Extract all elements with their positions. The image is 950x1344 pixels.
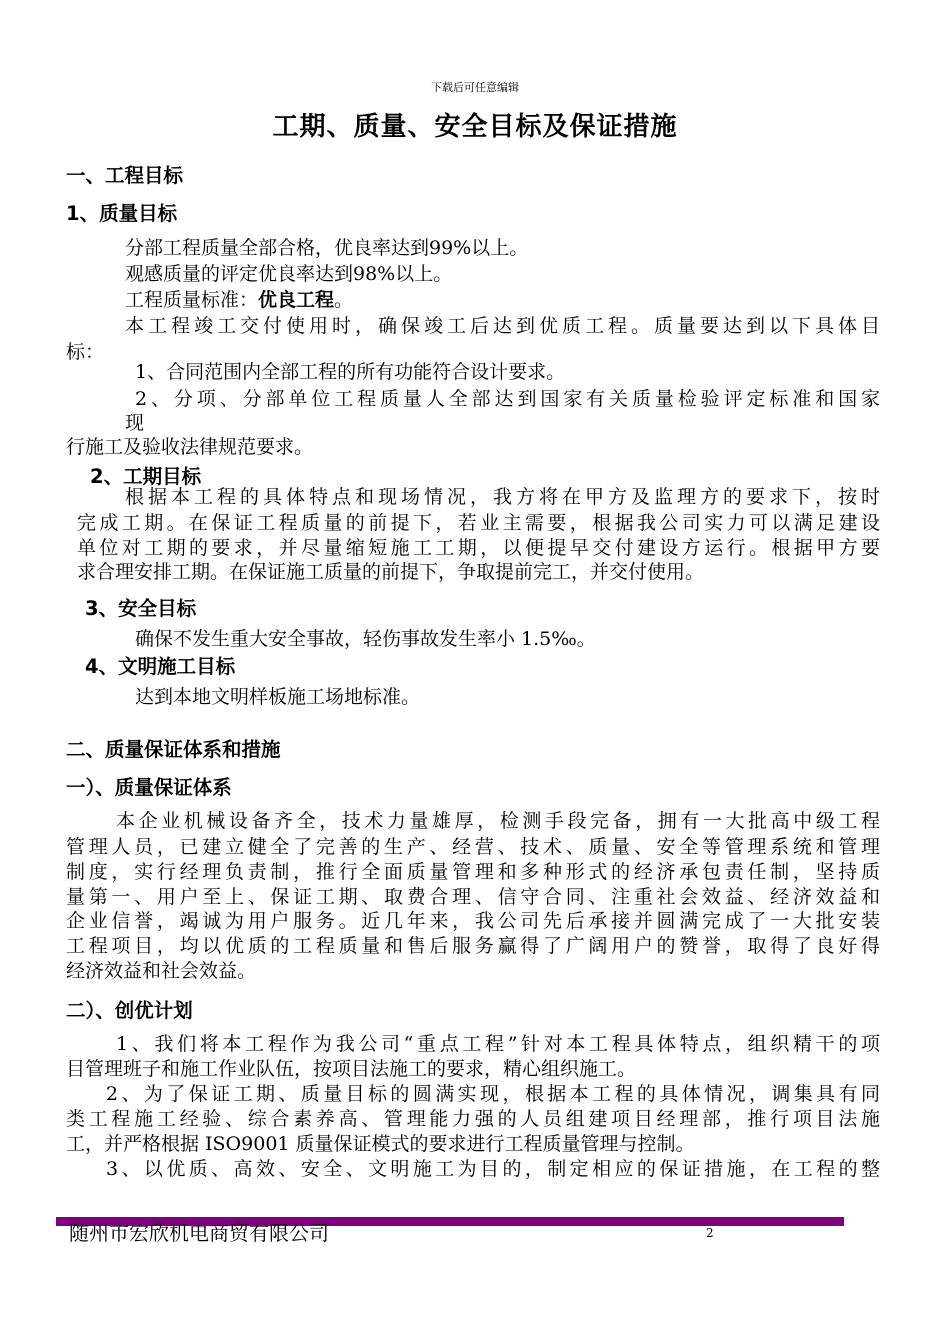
plan-p1-line-1: 1、我们将本工程作为我公司“重点工程”针对本工程具体特点，组织精干的项 — [116, 1033, 880, 1055]
document-title: 工期、质量、安全目标及保证措施 — [272, 112, 678, 142]
section-2-heading: 二、质量保证体系和措施 — [66, 738, 281, 761]
header-note: 下载后可任意编辑 — [431, 81, 519, 94]
quality-system-heading: 一）、质量保证体系 — [66, 776, 232, 799]
civil-goal-heading: 4、文明施工目标 — [85, 655, 236, 678]
safety-goal-heading: 3、安全目标 — [85, 597, 197, 620]
schedule-line-4: 求合理安排工期。在保证施工质量的前提下，争取提前完工，并交付使用。 — [77, 561, 705, 583]
quality-line-1: 分部工程质量全部合格，优良率达到99%以上。 — [125, 237, 529, 259]
quality-item-2-line-2: 现 — [125, 412, 145, 434]
section-1-heading: 一、工程目标 — [66, 164, 184, 187]
schedule-goal-heading: 2、工期目标 — [90, 465, 202, 488]
system-line-6: 工程项目，均以优质的工程质量和售后服务赢得了广阔用户的赞誉，取得了良好得 — [66, 935, 880, 957]
system-line-7: 经济效益和社会效益。 — [66, 960, 257, 982]
quality-para-line-1: 本工程竣工交付使用时，确保竣工后达到优质工程。质量要达到以下具体目 — [125, 315, 880, 337]
system-line-1: 本企业机械设备齐全，技术力量雄厚，检测手段完备，拥有一大批高中级工程 — [116, 810, 880, 832]
quality-goal-heading: 1、质量目标 — [66, 202, 178, 225]
schedule-line-1: 根据本工程的具体特点和现场情况，我方将在甲方及监理方的要求下，按时 — [125, 486, 880, 508]
quality-line-2: 观感质量的评定优良率达到98%以上。 — [125, 263, 453, 285]
plan-p3-line-1: 3、以优质、高效、安全、文明施工为目的，制定相应的保证措施，在工程的整 — [106, 1158, 880, 1180]
quality-item-2-line-1: 2、分项、分部单位工程质量人全部达到国家有关质量检验评定标准和国家 — [135, 388, 880, 410]
quality-standard-value: 优良工程 — [258, 289, 335, 311]
plan-p2-line-1: 2、为了保证工期、质量目标的圆满实现，根据本工程的具体情况，调集具有同 — [106, 1083, 880, 1105]
plan-p2-line-3: 工，并严格根据 ISO9001 质量保证模式的要求进行工程质量管理与控制。 — [66, 1133, 695, 1155]
schedule-line-3: 单位对工期的要求，并尽量缩短施工工期，以便提早交付建设方运行。根据甲方要 — [77, 537, 880, 559]
civil-goal-text: 达到本地文明样板施工场地标准。 — [135, 686, 421, 708]
system-line-3: 制度，实行经理负责制，推行全面质量管理和多种形式的经济承包责任制，坚持质 — [66, 861, 880, 883]
system-line-5: 企业信誉，竭诚为用户服务。近几年来，我公司先后承接并圆满完成了一大批安装 — [66, 910, 880, 932]
quality-para-line-2: 标： — [66, 341, 105, 363]
quality-line-3: 工程质量标准：优良工程。 — [125, 289, 354, 311]
safety-goal-text: 确保不发生重大安全事故，轻伤事故发生率小 1.5‰。 — [135, 628, 596, 650]
system-line-2: 管理人员，已建立健全了完善的生产、经营、技术、质量、安全等管理系统和管理 — [66, 836, 880, 858]
plan-p2-line-2: 类工程施工经验、综合素养高、管理能力强的人员组建项目经理部，推行项目法施 — [66, 1108, 880, 1130]
footer-company-name: 随州市宏欣机电商贸有限公司 — [69, 1221, 329, 1245]
plan-p1-line-2: 目管理班子和施工作业队伍，按项目法施工的要求，精心组织施工。 — [66, 1058, 637, 1080]
quality-item-2-line-3: 行施工及验收法律规范要求。 — [66, 436, 314, 458]
schedule-line-2: 完成工期。在保证工程质量的前提下，若业主需要，根据我公司实力可以满足建设 — [77, 512, 880, 534]
system-line-4: 量第一、用户至上、保证工期、取费合理、信守合同、注重社会效益、经济效益和 — [66, 886, 880, 908]
quality-item-1: 1、合同范围内全部工程的所有功能符合设计要求。 — [135, 361, 566, 383]
plan-heading: 二）、创优计划 — [66, 999, 193, 1022]
footer-page-number: 2 — [706, 1226, 714, 1240]
